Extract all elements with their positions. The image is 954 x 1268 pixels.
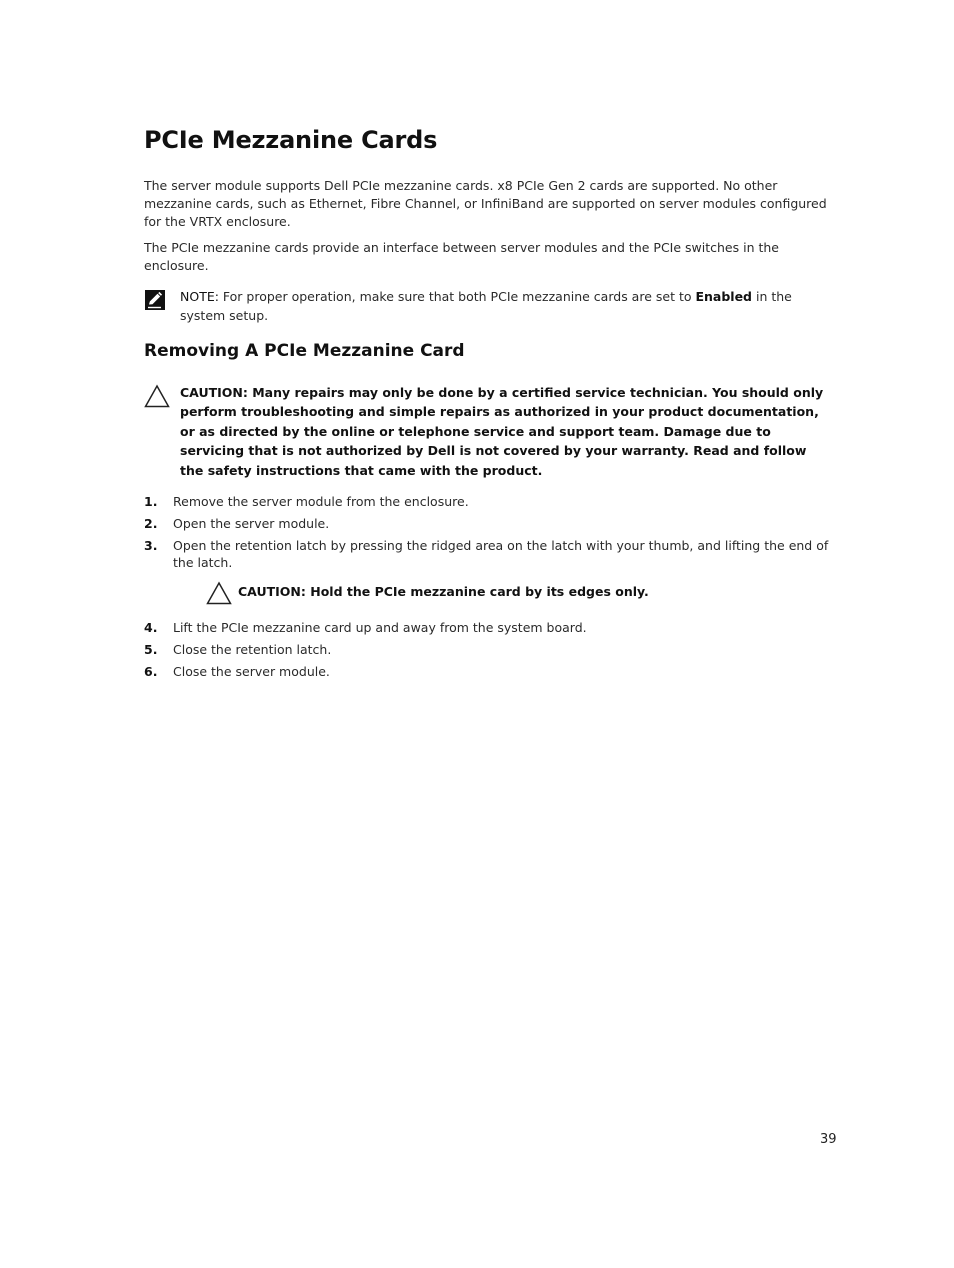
note-text [180,287,834,325]
step-text: Remove the server module from the enclosure. [173,494,469,509]
step-number: 1. [144,494,158,509]
steps-list [144,493,834,685]
step-text: Close the server module. [173,664,330,679]
page-number: 39 [820,1132,837,1147]
step3-caution-text: CAUTION: Hold the PCIe mezzanine card by its edges only. [238,584,649,599]
step-number: 4. [144,620,158,635]
section-title: Removing A PCIe Mezzanine Card [144,341,465,361]
step-number: 2. [144,516,158,531]
note-text-before: For proper operation, make sure that both PCIe mezzanine cards are set to [218,289,696,304]
intro-paragraph-2: The PCIe mezzanine cards provide an interface between server modules and the PCIe switches in the enclosure. [144,240,779,273]
step-item [144,619,834,636]
step-item [144,641,834,658]
step-item [144,493,834,510]
note-emphasis: Enabled [695,289,752,304]
step-text: Lift the PCIe mezzanine card up and away from the system board. [173,620,587,635]
step-item [144,515,834,532]
note-text-after: in the system setup. [180,289,792,323]
note-block [144,287,834,325]
note-pencil-icon [144,289,166,311]
step-text: Open the retention latch by pressing the ridged area on the latch with your thumb, and lifting the end of the latch. [173,538,829,570]
page-title: PCIe Mezzanine Cards [144,126,438,154]
step3-caution [202,581,834,607]
note-label: NOTE: [180,289,219,304]
step-text: Close the retention latch. [173,642,332,657]
step-text: Open the server module. [173,516,330,531]
caution-triangle-icon [206,581,232,605]
step-number: 3. [144,538,158,553]
caution-text: CAUTION: Many repairs may only be done by a certified service technician. You should only perform troubleshooting and simple repairs as authorized in your product documentation, or as directed by the online or telephone service and support team. Damage due to servicing that is not authorized by Dell is not covered by your warranty. Read and follow the safety instructions that came with the product. [180,385,824,478]
step-item [144,663,834,680]
caution-block [144,383,834,480]
step-number: 6. [144,664,158,679]
intro-paragraph-1: The server module supports Dell PCIe mezzanine cards. x8 PCIe Gen 2 cards are supported. No other mezzanine cards, such as Ethernet, Fibre Channel, or InfiniBand are supported on server modules configured for the VRTX enclosure. [144,178,827,229]
step-item [144,537,834,607]
caution-triangle-icon [144,384,170,408]
step-number: 5. [144,642,158,657]
